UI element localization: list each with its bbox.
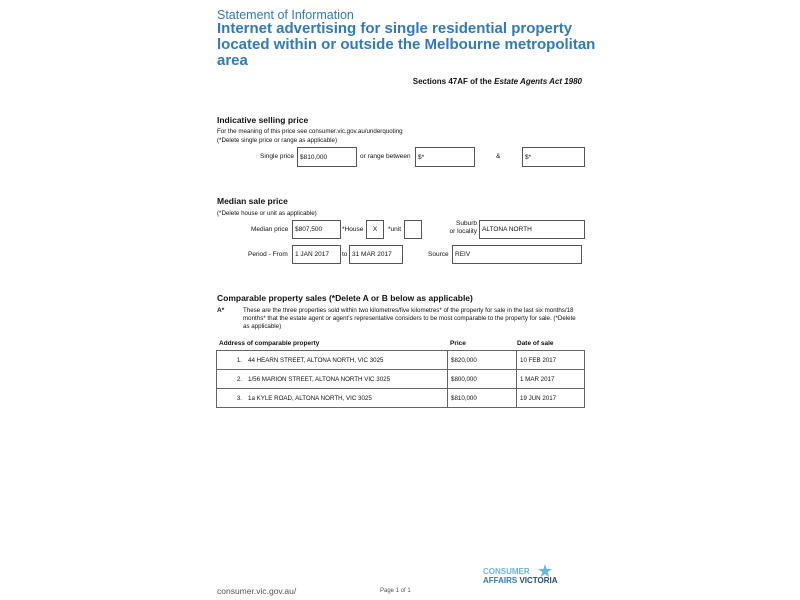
range-label: or range between <box>360 153 411 160</box>
house-label: *House <box>342 226 364 233</box>
page-number: Page 1 of 1 <box>380 588 411 594</box>
option-a-text: These are the three properties sold within two kilometres/five kilometres* of the property for sale in the last six months/18 months* that the estate agent or agent's representative considers to be most comparable to the property for sale. (*Delete as applicable) <box>243 307 576 330</box>
median-note: (*Delete house or unit as applicable) <box>217 210 317 217</box>
row-number: 1. <box>217 351 246 370</box>
unit-label: *unit <box>388 226 402 233</box>
single-price-label: Single price <box>260 153 294 160</box>
row-address[interactable]: 1/56 MARION STREET, ALTONA NORTH VIC 3025 <box>245 370 448 389</box>
sections-prefix: Sections 47AF of the <box>412 77 495 86</box>
page-title: Internet advertising for single residential property located within or outside the Melbourne metropolitan area <box>217 20 596 69</box>
single-price-field[interactable]: $810,000 <box>297 147 357 167</box>
row-date[interactable]: 1 MAR 2017 <box>517 370 585 389</box>
logo-line-consumer: CONSUMER <box>483 567 530 576</box>
period-from-field[interactable]: 1 JAN 2017 <box>292 245 341 264</box>
suburb-label <box>447 220 477 236</box>
row-price[interactable]: $800,000 <box>448 370 517 389</box>
row-price[interactable]: $810,000 <box>448 389 517 408</box>
range-from-field[interactable]: $* <box>415 147 475 167</box>
table-row <box>217 370 585 389</box>
col-price-header: Price <box>450 340 466 347</box>
comparable-heading: Comparable property sales (*Delete A or B below as applicable) <box>217 293 473 303</box>
row-date[interactable]: 10 FEB 2017 <box>517 351 585 370</box>
sections-act: Estate Agents Act 1980 <box>494 77 582 86</box>
median-price-field[interactable]: $807,500 <box>292 220 341 239</box>
house-checkbox[interactable]: X <box>366 220 384 239</box>
suburb-label-line2: or locality <box>449 228 477 235</box>
col-address-header: Address of comparable property <box>219 340 320 347</box>
row-number: 3. <box>217 389 246 408</box>
table-row <box>217 351 585 370</box>
table-row <box>217 389 585 408</box>
range-to-field[interactable]: $* <box>522 147 585 167</box>
comparable-sales-table <box>216 350 585 408</box>
unit-checkbox[interactable] <box>404 220 422 239</box>
period-to-label: to <box>342 251 348 258</box>
indicative-note-delete: (*Delete single price or range as applicable) <box>217 137 338 144</box>
row-number: 2. <box>217 370 246 389</box>
option-a-marker: A* <box>217 307 225 314</box>
row-date[interactable]: 19 JUN 2017 <box>517 389 585 408</box>
period-to-field[interactable]: 31 MAR 2017 <box>349 245 403 264</box>
median-heading: Median sale price <box>217 196 288 206</box>
sections-reference <box>400 77 582 86</box>
statement-label: Statement of Information <box>217 8 354 22</box>
ampersand-label: & <box>496 153 501 160</box>
indicative-heading: Indicative selling price <box>217 115 309 125</box>
row-address[interactable]: 1a KYLE ROAD, ALTONA NORTH, VIC 3025 <box>245 389 448 408</box>
row-address[interactable]: 44 HEARN STREET, ALTONA NORTH, VIC 3025 <box>245 351 448 370</box>
indicative-note-meaning: For the meaning of this price see consumer.vic.gov.au/underquoting <box>217 128 403 135</box>
footer-url[interactable]: consumer.vic.gov.au/ <box>217 586 297 596</box>
period-from-label: Period - From <box>248 251 288 258</box>
source-field[interactable]: REIV <box>452 245 582 264</box>
suburb-field[interactable]: ALTONA NORTH <box>479 220 585 239</box>
median-price-label: Median price <box>251 226 289 233</box>
col-date-header: Date of sale <box>517 340 554 347</box>
logo-line-affairs: AFFAIRS <box>483 576 518 585</box>
logo-line-victoria: VICTORIA <box>519 576 558 585</box>
victoria-star-icon <box>538 564 552 578</box>
suburb-label-line1: Suburb <box>456 220 477 227</box>
row-price[interactable]: $820,000 <box>448 351 517 370</box>
source-label: Source <box>428 251 449 258</box>
